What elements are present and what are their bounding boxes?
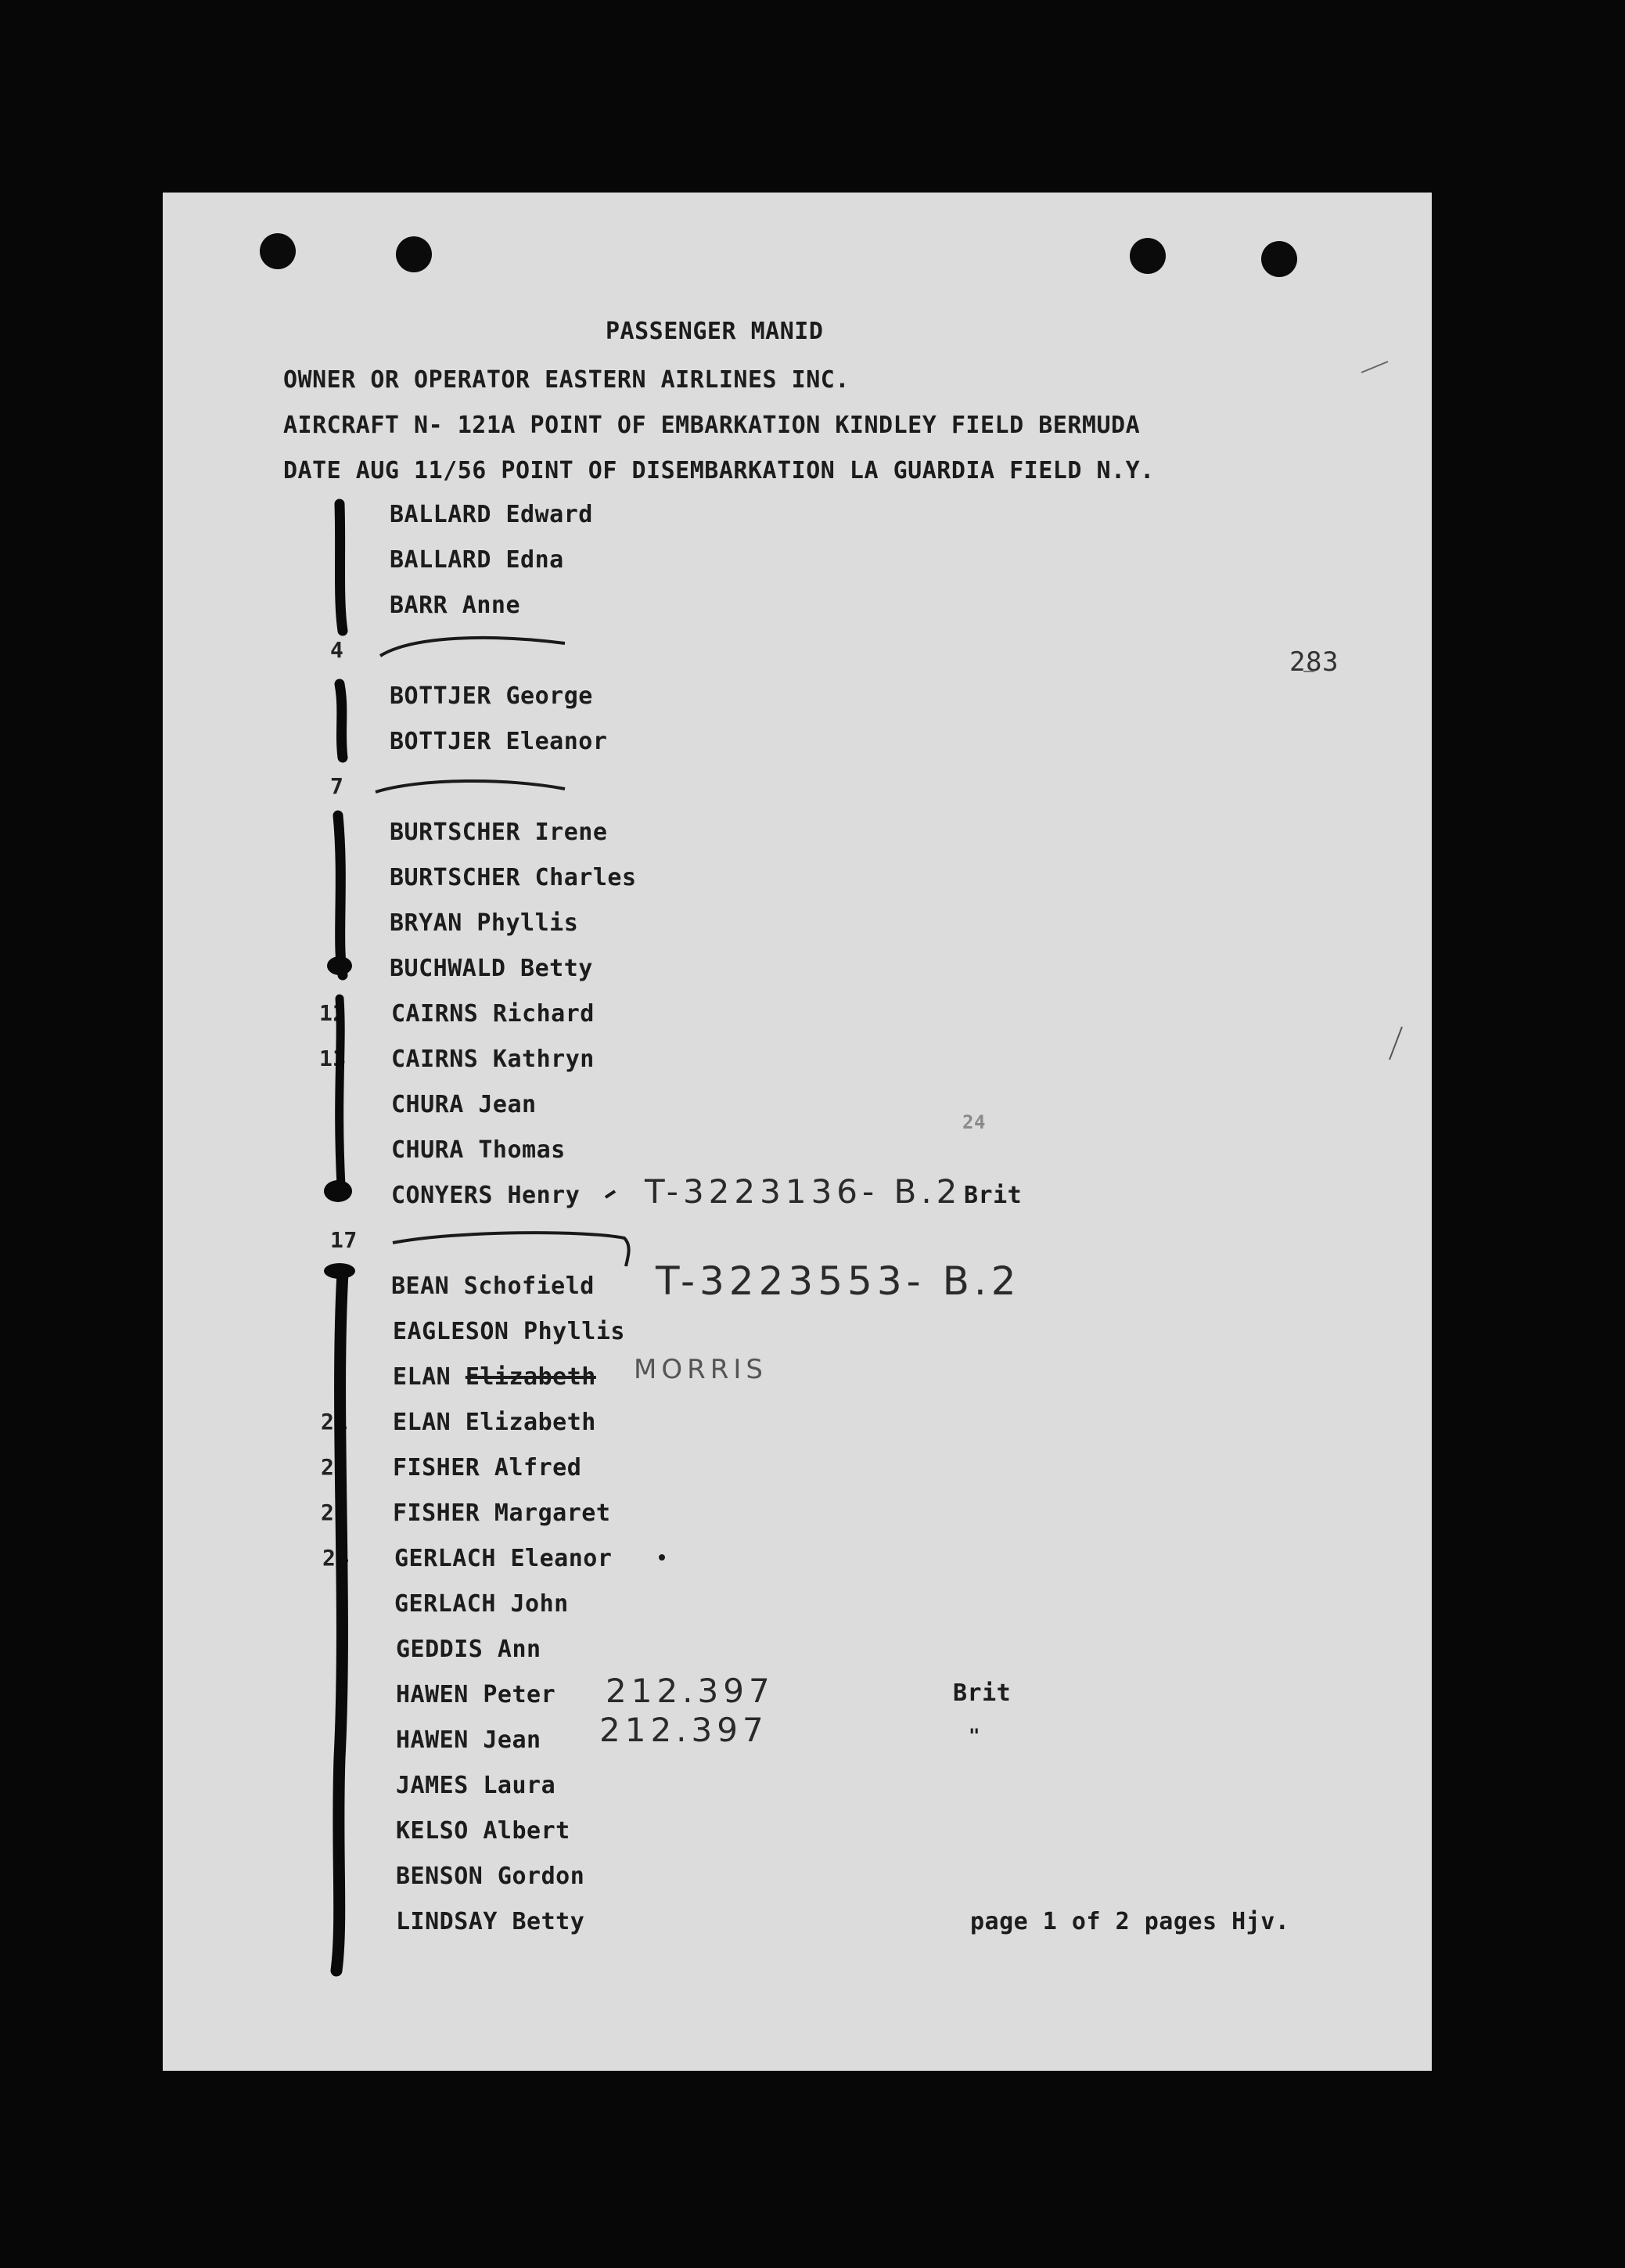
tick-mark xyxy=(606,1191,615,1197)
nationality: Brit xyxy=(953,1679,1012,1707)
marker-blob xyxy=(327,956,352,975)
passenger-name: BOTTJER George xyxy=(390,682,593,710)
dash-stroke xyxy=(376,781,565,792)
dash-stroke xyxy=(393,1233,629,1266)
row-number: 22 xyxy=(321,1454,348,1480)
marker-stroke xyxy=(340,684,343,758)
passenger-name: CHURA Thomas xyxy=(391,1136,566,1164)
passenger-name: LINDSAY Betty xyxy=(396,1908,585,1935)
passenger-name: BENSON Gordon xyxy=(396,1863,585,1890)
aircraft-line: AIRCRAFT N- 121A POINT OF EMBARKATION KINDLEY FIELD BERMUDA xyxy=(283,412,1141,439)
row-number: 4 xyxy=(330,637,344,663)
passenger-name: EAGLESON Phyllis xyxy=(393,1318,625,1345)
struck-given-name: Elizabeth xyxy=(465,1363,596,1391)
passenger-name: GERLACH Eleanor xyxy=(394,1545,613,1572)
owner-line: OWNER OR OPERATOR EASTERN AIRLINES INC. xyxy=(283,366,850,394)
passenger-name: BALLARD Edward xyxy=(390,501,593,528)
passenger-name: BURTSCHER Charles xyxy=(390,864,637,891)
handwritten-note: T-3223553- B.2 xyxy=(656,1258,1021,1304)
ink-marks xyxy=(163,193,1432,2071)
passenger-name: BRYAN Phyllis xyxy=(390,909,579,937)
handwritten-note: MORRIS xyxy=(634,1354,768,1385)
passenger-name: CONYERS Henry xyxy=(391,1182,581,1209)
passenger-name: BURTSCHER Irene xyxy=(390,819,608,846)
manifest-title: PASSENGER MANID xyxy=(606,318,824,345)
faint-mark xyxy=(1390,1027,1402,1060)
row-number: 21 xyxy=(321,1409,348,1435)
passenger-name: KELSO Albert xyxy=(396,1817,570,1845)
row-number: 23 xyxy=(321,1499,348,1525)
nationality: Brit xyxy=(964,1182,1023,1209)
marker-stroke xyxy=(340,504,343,631)
passenger-name: BEAN Schofield xyxy=(391,1273,595,1300)
passenger-name: BALLARD Edna xyxy=(390,546,564,574)
dot-mark xyxy=(659,1554,665,1561)
marker-stroke xyxy=(338,815,343,975)
passenger-name: FISHER Alfred xyxy=(393,1454,582,1481)
manifest-page xyxy=(163,193,1432,2071)
row-number: 13 xyxy=(319,1046,347,1071)
page-footer: page 1 of 2 pages Hjv. xyxy=(970,1908,1290,1935)
date-line: DATE AUG 11/56 POINT OF DISEMBARKATION LA GUARDIA FIELD N.Y. xyxy=(283,457,1155,484)
marker-stroke xyxy=(340,999,341,1186)
handwritten-note: 212.397 xyxy=(606,1672,775,1710)
passenger-name: HAWEN Jean xyxy=(396,1726,541,1754)
passenger-name: BUCHWALD Betty xyxy=(390,955,593,982)
page-number: 283 xyxy=(1289,646,1339,678)
marker-blob xyxy=(324,1263,355,1279)
passenger-name: BOTTJER Eleanor xyxy=(390,728,608,755)
surname: ELAN xyxy=(393,1363,451,1391)
passenger-name: CAIRNS Kathryn xyxy=(391,1046,595,1073)
row-number: 17 xyxy=(330,1227,358,1253)
passenger-name: JAMES Laura xyxy=(396,1772,556,1799)
passenger-name: CHURA Jean xyxy=(391,1091,537,1118)
dash-stroke xyxy=(380,638,565,656)
passenger-name: ELAN Elizabeth xyxy=(393,1409,596,1436)
row-number: 7 xyxy=(330,773,344,799)
marker-blob xyxy=(324,1180,352,1202)
passenger-name: GERLACH John xyxy=(394,1590,569,1618)
passenger-name: BARR Anne xyxy=(390,592,521,619)
passenger-name: HAWEN Peter xyxy=(396,1681,556,1708)
handwritten-note: T-3223136- B.2 xyxy=(645,1172,962,1211)
passenger-name: FISHER Margaret xyxy=(393,1499,611,1527)
marker-stroke xyxy=(336,1273,343,1971)
row-number: 24 xyxy=(322,1545,350,1571)
handwritten-note: 212.397 xyxy=(599,1711,768,1749)
passenger-name: GEDDIS Ann xyxy=(396,1636,541,1663)
passenger-name: CAIRNS Richard xyxy=(391,1000,595,1028)
row-number: 12 xyxy=(319,1000,347,1026)
faint-mark xyxy=(1361,362,1388,373)
marginal-mark: 24 xyxy=(962,1111,986,1133)
nationality: " xyxy=(969,1725,980,1747)
